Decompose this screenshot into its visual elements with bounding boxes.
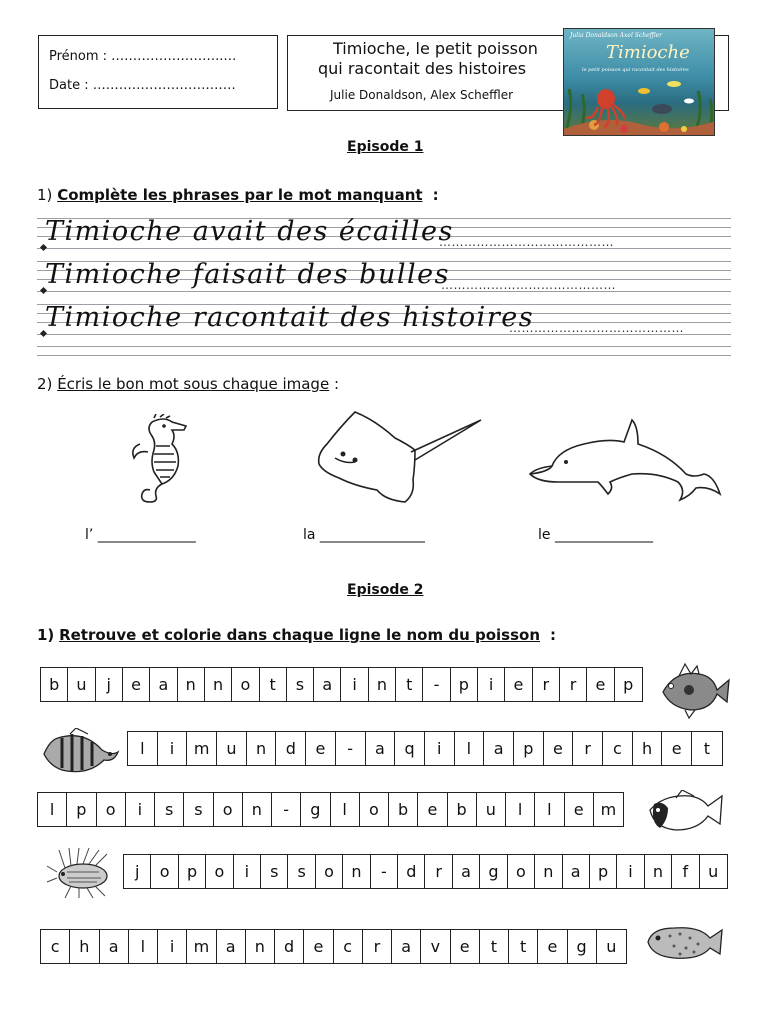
letter-cell[interactable]: o bbox=[214, 793, 243, 826]
letter-cell[interactable]: p bbox=[179, 855, 206, 888]
letter-cell[interactable]: m bbox=[600, 800, 617, 819]
letter-cell[interactable]: b bbox=[41, 668, 68, 701]
letter-cell[interactable]: s bbox=[155, 793, 184, 826]
letter-cell[interactable]: i bbox=[341, 668, 368, 701]
letter-cell[interactable]: i bbox=[158, 732, 188, 765]
letter-cell[interactable]: n bbox=[247, 732, 277, 765]
letter-cell[interactable]: t bbox=[260, 668, 287, 701]
letter-cell[interactable]: a bbox=[453, 855, 480, 888]
letter-cell[interactable]: s bbox=[261, 855, 288, 888]
cover-title: Timioche bbox=[606, 42, 690, 63]
letter-cell[interactable]: l bbox=[38, 793, 67, 826]
q2-colon: : bbox=[333, 375, 340, 393]
letter-cell[interactable]: m bbox=[187, 732, 217, 765]
letter-cell[interactable]: l bbox=[455, 732, 485, 765]
letter-cell[interactable]: a bbox=[366, 732, 396, 765]
letter-cell[interactable]: j bbox=[124, 855, 151, 888]
letter-cell[interactable]: o bbox=[360, 793, 389, 826]
episode1-question1 bbox=[37, 186, 439, 204]
letter-cell[interactable]: - bbox=[272, 793, 301, 826]
dolphin-image bbox=[528, 416, 723, 504]
cover-subtitle: le petit poisson qui racontait des histoires bbox=[582, 67, 689, 73]
sentence-2-blank[interactable]: …………………………………… bbox=[441, 278, 616, 292]
letter-cell[interactable]: n bbox=[343, 855, 370, 888]
q1-number: 1) bbox=[37, 186, 53, 204]
stingray-answer-blank[interactable]: la _______________ bbox=[303, 527, 425, 543]
perch-fish-image bbox=[40, 728, 120, 780]
letter-cell[interactable]: e bbox=[544, 732, 574, 765]
letter-cell[interactable]: n bbox=[369, 668, 396, 701]
letter-cell[interactable]: n bbox=[205, 668, 232, 701]
letter-cell[interactable]: u bbox=[606, 937, 617, 956]
letter-cell[interactable]: e bbox=[587, 668, 614, 701]
letter-cell[interactable]: a bbox=[484, 732, 514, 765]
book-cover-image bbox=[563, 28, 715, 136]
episode1-heading: Episode 1 bbox=[347, 139, 424, 155]
john-dory-fish-image bbox=[655, 662, 731, 720]
letter-cell[interactable]: c bbox=[603, 732, 633, 765]
letter-cell[interactable]: c bbox=[41, 930, 70, 963]
letter-cell[interactable]: f bbox=[672, 855, 699, 888]
letter-cell[interactable]: a bbox=[563, 855, 590, 888]
letter-cell[interactable]: e bbox=[538, 930, 567, 963]
letter-cell[interactable]: o bbox=[316, 855, 343, 888]
letter-cell[interactable]: i bbox=[617, 855, 644, 888]
sentence-3-text: Timioche racontait des histoires bbox=[45, 302, 535, 333]
letter-cell[interactable]: o bbox=[151, 855, 178, 888]
letter-cell[interactable]: l bbox=[535, 793, 564, 826]
seahorse-answer-blank[interactable]: l’ ______________ bbox=[85, 527, 196, 543]
firstname-field[interactable]: Prénom : ……………………..… bbox=[49, 49, 237, 64]
letter-cell[interactable]: g bbox=[568, 930, 597, 963]
letter-cell[interactable]: d bbox=[398, 855, 425, 888]
sentence-1-text: Timioche avait des écailles bbox=[45, 216, 454, 247]
letter-cell[interactable]: t bbox=[396, 668, 423, 701]
handwriting-practice-area bbox=[37, 218, 731, 356]
letter-cell[interactable]: j bbox=[96, 668, 123, 701]
seahorse-image bbox=[120, 414, 200, 506]
letter-cell[interactable]: r bbox=[533, 668, 560, 701]
letter-cell[interactable]: e bbox=[565, 793, 594, 826]
letter-cell[interactable]: p bbox=[67, 793, 96, 826]
letter-cell[interactable]: c bbox=[334, 930, 363, 963]
letter-grid-row-1 bbox=[40, 667, 643, 702]
letter-cell[interactable]: n bbox=[178, 668, 205, 701]
episode2-question1 bbox=[37, 626, 556, 644]
letter-cell[interactable]: - bbox=[336, 732, 366, 765]
letter-cell[interactable]: d bbox=[276, 732, 306, 765]
letter-cell[interactable]: r bbox=[425, 855, 452, 888]
letter-cell[interactable]: t bbox=[703, 739, 711, 758]
letter-cell[interactable]: o bbox=[232, 668, 259, 701]
letter-cell[interactable]: i bbox=[158, 930, 187, 963]
letter-cell[interactable]: l bbox=[128, 732, 158, 765]
letter-cell[interactable]: q bbox=[395, 732, 425, 765]
stingray-image bbox=[315, 410, 485, 505]
letter-cell[interactable]: e bbox=[304, 930, 333, 963]
letter-cell[interactable]: s bbox=[184, 793, 213, 826]
book-title-line2: qui racontait des histoires bbox=[318, 59, 527, 78]
ep2-q1-text: Retrouve et colorie dans chaque ligne le nom du poisson bbox=[59, 626, 540, 644]
q1-colon: : bbox=[432, 186, 439, 204]
letter-grid-row-3 bbox=[37, 792, 624, 827]
book-title-line1: Timioche, le petit poisson bbox=[333, 39, 538, 58]
letter-cell[interactable]: g bbox=[301, 793, 330, 826]
date-field[interactable]: Date : …………………………… bbox=[49, 78, 236, 93]
sentence-2-text: Timioche faisait des bulles bbox=[45, 259, 450, 290]
letter-cell[interactable]: s bbox=[288, 855, 315, 888]
letter-cell[interactable]: n bbox=[645, 855, 672, 888]
letter-cell[interactable]: i bbox=[126, 793, 155, 826]
letter-cell[interactable]: h bbox=[633, 732, 663, 765]
student-info-box bbox=[38, 35, 278, 109]
letter-cell[interactable]: i bbox=[425, 732, 455, 765]
letter-cell[interactable]: p bbox=[590, 855, 617, 888]
letter-cell[interactable]: e bbox=[451, 930, 480, 963]
letter-cell[interactable]: a bbox=[100, 930, 129, 963]
letter-cell[interactable]: u bbox=[477, 793, 506, 826]
sentence-3-blank[interactable]: …………………………………… bbox=[509, 321, 684, 335]
letter-cell[interactable]: d bbox=[275, 930, 304, 963]
letter-cell[interactable]: o bbox=[97, 793, 126, 826]
letter-cell[interactable]: g bbox=[480, 855, 507, 888]
dolphin-answer-blank[interactable]: le ______________ bbox=[538, 527, 653, 543]
letter-cell[interactable]: a bbox=[150, 668, 177, 701]
episode2-heading: Episode 2 bbox=[347, 582, 424, 598]
letter-cell[interactable]: n bbox=[246, 930, 275, 963]
letter-grid-row-5 bbox=[40, 929, 627, 964]
q2-number: 2) bbox=[37, 375, 53, 393]
letter-grid-row-2 bbox=[127, 731, 723, 766]
letter-cell[interactable]: v bbox=[421, 930, 450, 963]
letter-cell[interactable]: t bbox=[509, 930, 538, 963]
letter-cell[interactable]: l bbox=[506, 793, 535, 826]
letter-cell[interactable]: u bbox=[217, 732, 247, 765]
episode1-question2 bbox=[37, 375, 339, 393]
letter-cell[interactable]: s bbox=[287, 668, 314, 701]
letter-cell[interactable]: e bbox=[662, 732, 692, 765]
cover-illustration bbox=[564, 29, 715, 136]
lionfish-image bbox=[45, 848, 117, 898]
letter-cell[interactable]: p bbox=[514, 732, 544, 765]
q2-text: Écris le bon mot sous chaque image bbox=[57, 375, 330, 393]
q1-text: Complète les phrases par le mot manquant bbox=[57, 186, 423, 204]
letter-cell[interactable]: e bbox=[418, 793, 447, 826]
letter-cell[interactable]: r bbox=[560, 668, 587, 701]
letter-cell[interactable]: l bbox=[331, 793, 360, 826]
letter-cell[interactable]: i bbox=[234, 855, 261, 888]
letter-cell[interactable]: p bbox=[623, 675, 634, 694]
letter-cell[interactable]: i bbox=[478, 668, 505, 701]
letter-cell[interactable]: n bbox=[535, 855, 562, 888]
letter-cell[interactable]: a bbox=[314, 668, 341, 701]
letter-cell[interactable]: e bbox=[123, 668, 150, 701]
ep2-q1-colon: : bbox=[550, 626, 557, 644]
letter-cell[interactable]: o bbox=[206, 855, 233, 888]
letter-cell[interactable]: r bbox=[363, 930, 392, 963]
butterfly-fish-image bbox=[640, 790, 724, 834]
letter-cell[interactable]: m bbox=[187, 930, 216, 963]
letter-cell[interactable]: u bbox=[68, 668, 95, 701]
letter-cell[interactable]: a bbox=[217, 930, 246, 963]
book-authors: Julie Donaldson, Alex Scheffler bbox=[330, 88, 514, 102]
ep2-q1-number: 1) bbox=[37, 626, 55, 644]
letter-cell[interactable]: e bbox=[306, 732, 336, 765]
letter-cell[interactable]: o bbox=[508, 855, 535, 888]
letter-cell[interactable]: e bbox=[505, 668, 532, 701]
letter-cell[interactable]: - bbox=[423, 668, 450, 701]
letter-grid-row-4 bbox=[123, 854, 728, 889]
letter-cell[interactable]: r bbox=[573, 732, 603, 765]
letter-cell[interactable]: l bbox=[129, 930, 158, 963]
cover-authors: Julia Donaldson Axel Scheffler bbox=[570, 32, 662, 39]
letter-cell[interactable]: p bbox=[451, 668, 478, 701]
letter-cell[interactable]: b bbox=[448, 793, 477, 826]
sentence-1-blank[interactable]: …………………………………… bbox=[439, 235, 614, 249]
letter-cell[interactable]: h bbox=[70, 930, 99, 963]
pufferfish-image bbox=[644, 920, 724, 964]
letter-cell[interactable]: - bbox=[371, 855, 398, 888]
letter-cell[interactable]: u bbox=[708, 862, 719, 881]
letter-cell[interactable]: n bbox=[243, 793, 272, 826]
letter-cell[interactable]: b bbox=[389, 793, 418, 826]
letter-cell[interactable]: t bbox=[480, 930, 509, 963]
letter-cell[interactable]: a bbox=[392, 930, 421, 963]
